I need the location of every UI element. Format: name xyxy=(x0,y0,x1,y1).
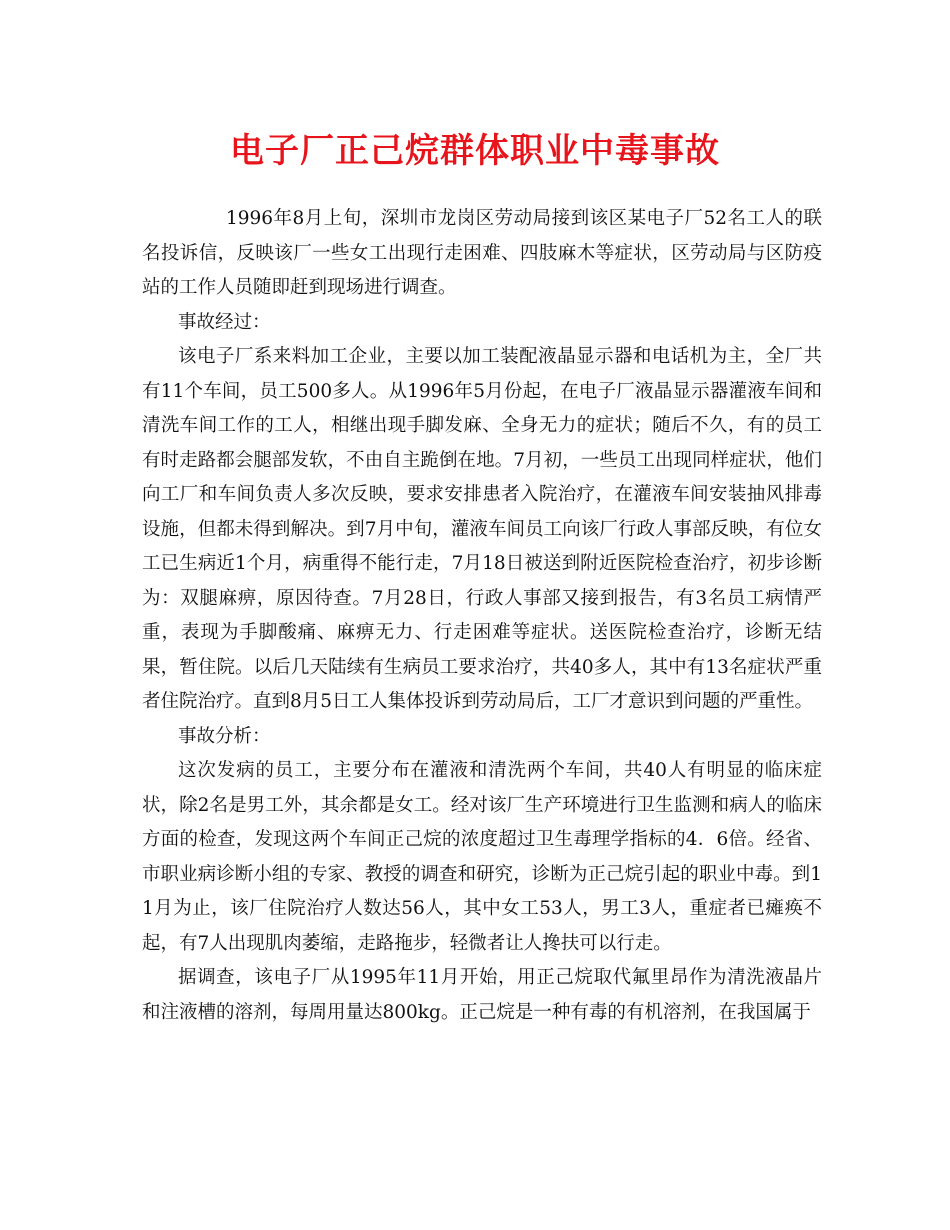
paragraph-intro: 1996年8月上旬，深圳市龙岗区劳动局接到该区某电子厂52名工人的联名投诉信，反映该厂一些女工出现行走困难、四肢麻木等症状，区劳动局与区防疫站的工作人员随即赶到现场进行调查。 xyxy=(142,208,822,298)
document-title: 电子厂正己烷群体职业中毒事故 xyxy=(230,131,720,171)
document-body xyxy=(142,202,822,1030)
paragraph-analysis: 这次发病的员工，主要分布在灌液和清洗两个车间，共40人有明显的临床症状，除2名是男工外，其余都是女工。经对该厂生产环境进行卫生监测和病人的临床方面的检查，发现这两个车间正己烷的浓度超过卫生毒理学指标的4．6倍。经省、市职业病诊断小组的专家、教授的调查和研究，诊断为正己烷引起的职业中毒。到11月为止，该厂住院治疗人数达56人，其中女工53人，男工3人，重症者已瘫痪不起，有7人出现肌肉萎缩，走路拖步，轻微者让人搀扶可以行走。 xyxy=(142,760,822,954)
section-heading-process: 事故经过： xyxy=(178,311,271,333)
paragraph-process: 该电子厂系来料加工企业，主要以加工装配液晶显示器和电话机为主，全厂共有11个车间，员工500多人。从1996年5月份起，在电子厂液晶显示器灌液车间和清洗车间工作的工人，相继出现手脚发麻、全身无力的症状；随后不久，有的员工有时走路都会腿部发软，不由自主跪倒在地。7月初，一些员工出现同样症状，他们向工厂和车间负责人多次反映，要求安排患者入院治疗，在灌液车间安装抽风排毒设施，但都未得到解决。到7月中旬，灌液车间员工向该厂行政人事部反映，有位女工已生病近1个月，病重得不能行走，7月18日被送到附近医院检查治疗，初步诊断为：双腿麻痹，原因待查。7月28日，行政人事部又接到报告，有3名员工病情严重，表现为手脚酸痛、麻痹无力、行走困难等症状。送医院检查治疗，诊断无结果，暂住院。以后几天陆续有生病员工要求治疗，共40多人，其中有13名症状严重者住院治疗。直到8月5日工人集体投诉到劳动局后，工厂才意识到问题的严重性。 xyxy=(142,346,822,712)
paragraph-investigation: 据调查，该电子厂从1995年11月开始，用正己烷取代氟里昂作为清洗液晶片和注液槽的溶剂，每周用量达800kg。正己烷是一种有毒的有机溶剂，在我国属于 xyxy=(142,967,822,1023)
section-heading-analysis: 事故分析： xyxy=(178,725,271,747)
